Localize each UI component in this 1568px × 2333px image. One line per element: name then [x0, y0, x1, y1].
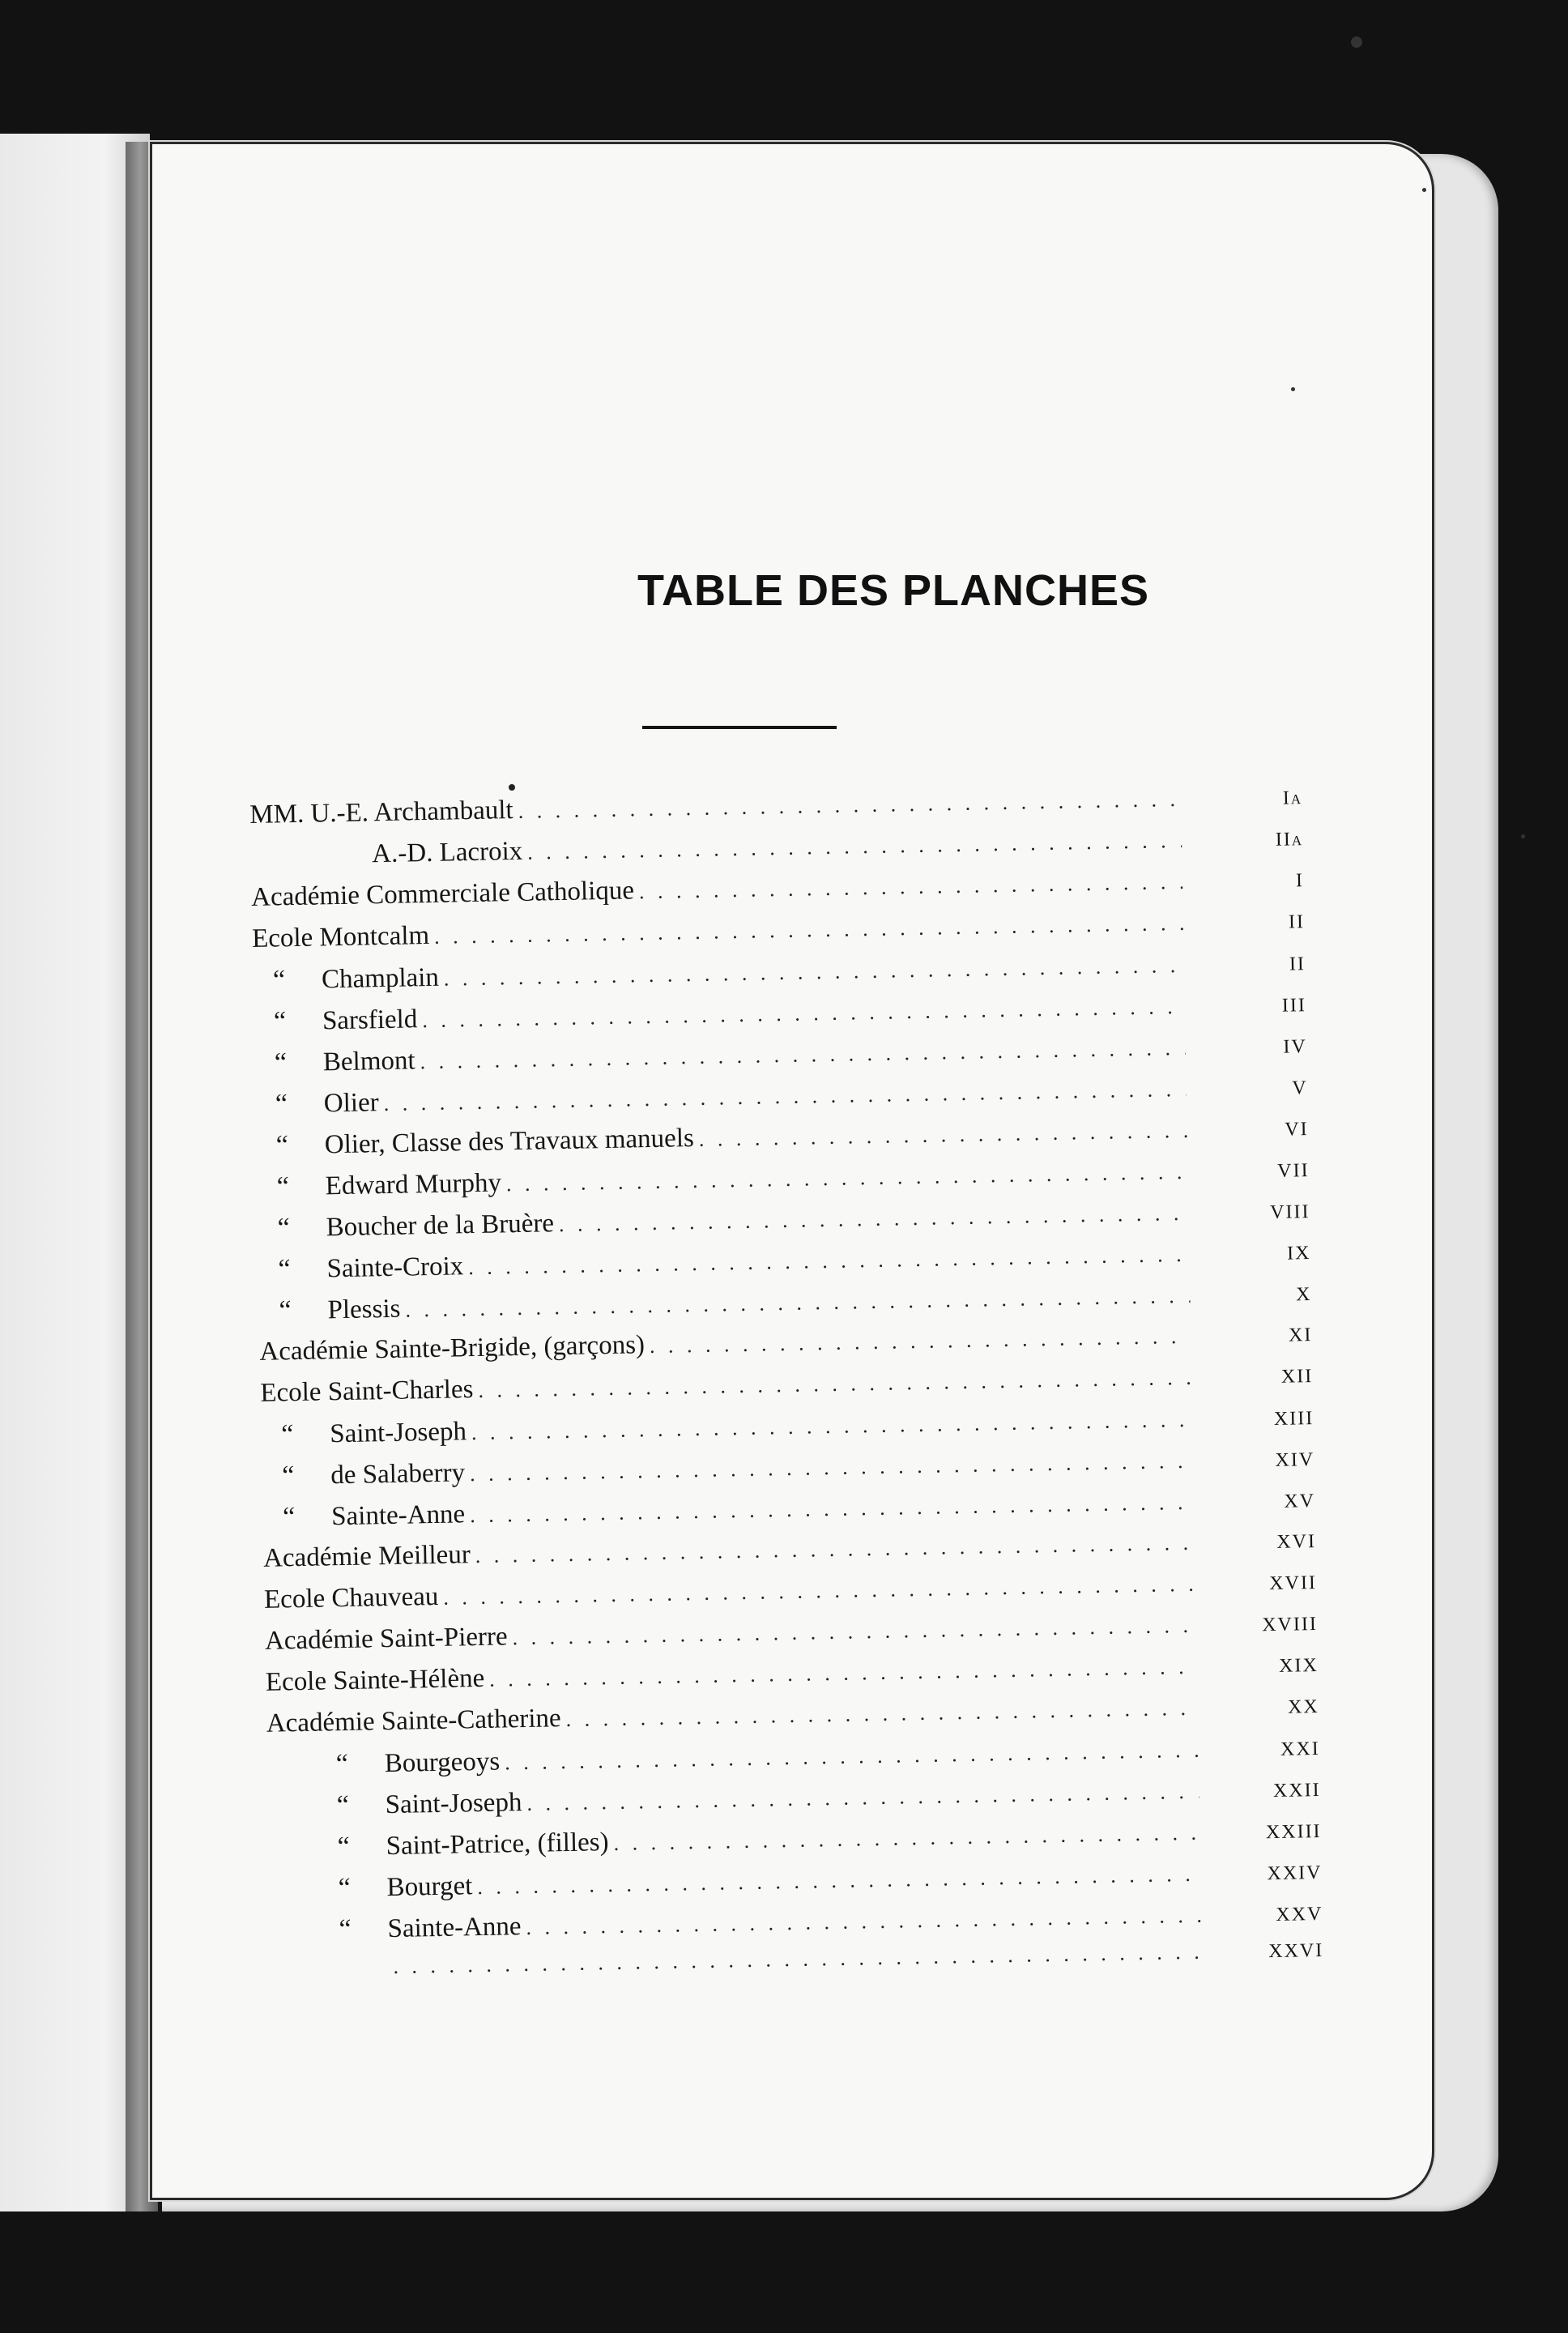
plate-label: MM. U.-E. Archambault [249, 795, 513, 830]
plate-label: Olier [323, 1088, 380, 1119]
ditto-mark: “ [275, 1089, 288, 1120]
dot-leader [477, 1862, 1201, 1900]
ditto-mark: “ [273, 1006, 287, 1037]
plate-label: Saint-Joseph [385, 1788, 522, 1820]
ditto-mark: “ [275, 1130, 289, 1161]
plate-number: XXI [1280, 1738, 1320, 1760]
plate-number: XII [1280, 1366, 1314, 1388]
plate-label: Bourget [386, 1871, 473, 1903]
ditto-mark: “ [339, 1913, 352, 1945]
dot-leader [470, 1491, 1194, 1528]
plate-label: Saint-Patrice, (filles) [386, 1828, 609, 1862]
plate-label: Champlain [321, 962, 440, 995]
plate-number: I [1295, 870, 1305, 892]
ditto-mark [340, 1973, 389, 1974]
ditto-mark: “ [335, 1748, 349, 1780]
plate-label: Boucher de la Bruère [326, 1209, 555, 1243]
plate-number: XVIII [1261, 1614, 1319, 1636]
plate-label: Bourgeoys [384, 1747, 501, 1779]
dot-leader [506, 1160, 1188, 1196]
plate-number: XXV [1276, 1903, 1323, 1926]
plate-label: Académie Sainte-Catherine [266, 1704, 561, 1738]
plate-number: IIa [1275, 829, 1304, 851]
ditto-mark: “ [277, 1213, 291, 1243]
plate-label: Ecole Saint-Charles [260, 1375, 474, 1408]
plate-label: Sainte-Croix [326, 1252, 464, 1284]
ditto-mark: “ [276, 1171, 290, 1202]
dot-leader [505, 1738, 1199, 1776]
plate-label: Olier, Classe des Travaux manuels [324, 1124, 695, 1160]
page-title: TABLE DES PLANCHES [637, 566, 1150, 615]
dot-leader [518, 787, 1181, 824]
plate-number: XVI [1276, 1531, 1317, 1553]
ditto-mark: “ [282, 1502, 296, 1533]
ink-dot [509, 784, 515, 791]
plate-label: Edward Murphy [325, 1168, 502, 1201]
plate-number: Ia [1282, 787, 1303, 809]
ditto-mark: “ [281, 1419, 294, 1450]
dot-leader [526, 1904, 1201, 1940]
ditto-mark: “ [338, 1872, 352, 1904]
plate-number: V [1292, 1077, 1308, 1099]
plate-label: Ecole Sainte-Hélène [265, 1663, 485, 1697]
dot-leader [639, 870, 1183, 904]
dot-leader [613, 1821, 1200, 1856]
dot-leader [468, 1243, 1190, 1280]
plate-label: Sainte-Anne [330, 1499, 466, 1532]
ditto-mark [323, 862, 372, 863]
page [150, 142, 1434, 2200]
ditto-mark: “ [278, 1254, 292, 1285]
plate-number: IV [1283, 1036, 1308, 1058]
ditto-mark: “ [274, 1047, 288, 1078]
plate-number: VI [1285, 1119, 1309, 1141]
plate-number: IX [1286, 1243, 1311, 1265]
dot-leader [527, 829, 1182, 865]
plate-number: XIX [1278, 1654, 1319, 1677]
plate-label: Académie Commerciale Catholique [250, 876, 635, 912]
plate-label: Académie Meilleur [262, 1540, 471, 1573]
plate-label: Ecole Montcalm [251, 920, 430, 953]
plates-table [249, 781, 1324, 1998]
plate-label: Ecole Chauveau [263, 1581, 439, 1614]
plate-label: Belmont [322, 1046, 415, 1077]
plate-label: Sainte-Anne [387, 1912, 522, 1944]
dot-leader [650, 1324, 1191, 1358]
plate-number: XXVI [1268, 1939, 1324, 1963]
plate-label: de Salaberry [330, 1458, 466, 1491]
plate-label: Académie Sainte-Brigide, (garçons) [259, 1330, 646, 1367]
title-rule [642, 726, 837, 729]
plate-number: III [1281, 995, 1307, 1017]
plate-label: Saint-Joseph [330, 1417, 467, 1449]
dot-leader [470, 1449, 1194, 1486]
ditto-mark: “ [337, 1831, 351, 1862]
plate-number: XXIV [1267, 1862, 1323, 1885]
ditto-mark: “ [279, 1295, 292, 1326]
plate-number: II [1288, 911, 1306, 933]
dot-leader [471, 1408, 1193, 1445]
dot-leader [526, 1780, 1199, 1816]
plate-number: X [1295, 1284, 1312, 1306]
plate-number: VII [1277, 1160, 1310, 1182]
plate-number: XIII [1273, 1408, 1314, 1430]
dot-leader [559, 1201, 1189, 1237]
ditto-mark: “ [272, 965, 286, 996]
plate-number: XVII [1269, 1572, 1318, 1595]
plate-label: Sarsfield [322, 1004, 418, 1036]
plate-number: XXIII [1265, 1820, 1322, 1844]
ditto-mark: “ [336, 1789, 350, 1821]
plate-label: Plessis [327, 1294, 401, 1325]
ditto-mark: “ [281, 1461, 295, 1491]
plate-number: II [1289, 953, 1306, 975]
dot-leader [699, 1119, 1187, 1152]
plate-number: XV [1284, 1491, 1316, 1512]
plate-number: XX [1287, 1695, 1319, 1718]
plate-number: VIII [1269, 1201, 1310, 1223]
plate-label: Académie Saint-Pierre [264, 1622, 508, 1656]
plate-number: XI [1288, 1324, 1313, 1346]
plate-number: XIV [1275, 1449, 1315, 1471]
plate-number: XXII [1272, 1779, 1321, 1802]
plate-label: A.-D. Lacroix [371, 836, 523, 869]
dot-leader [565, 1696, 1198, 1732]
